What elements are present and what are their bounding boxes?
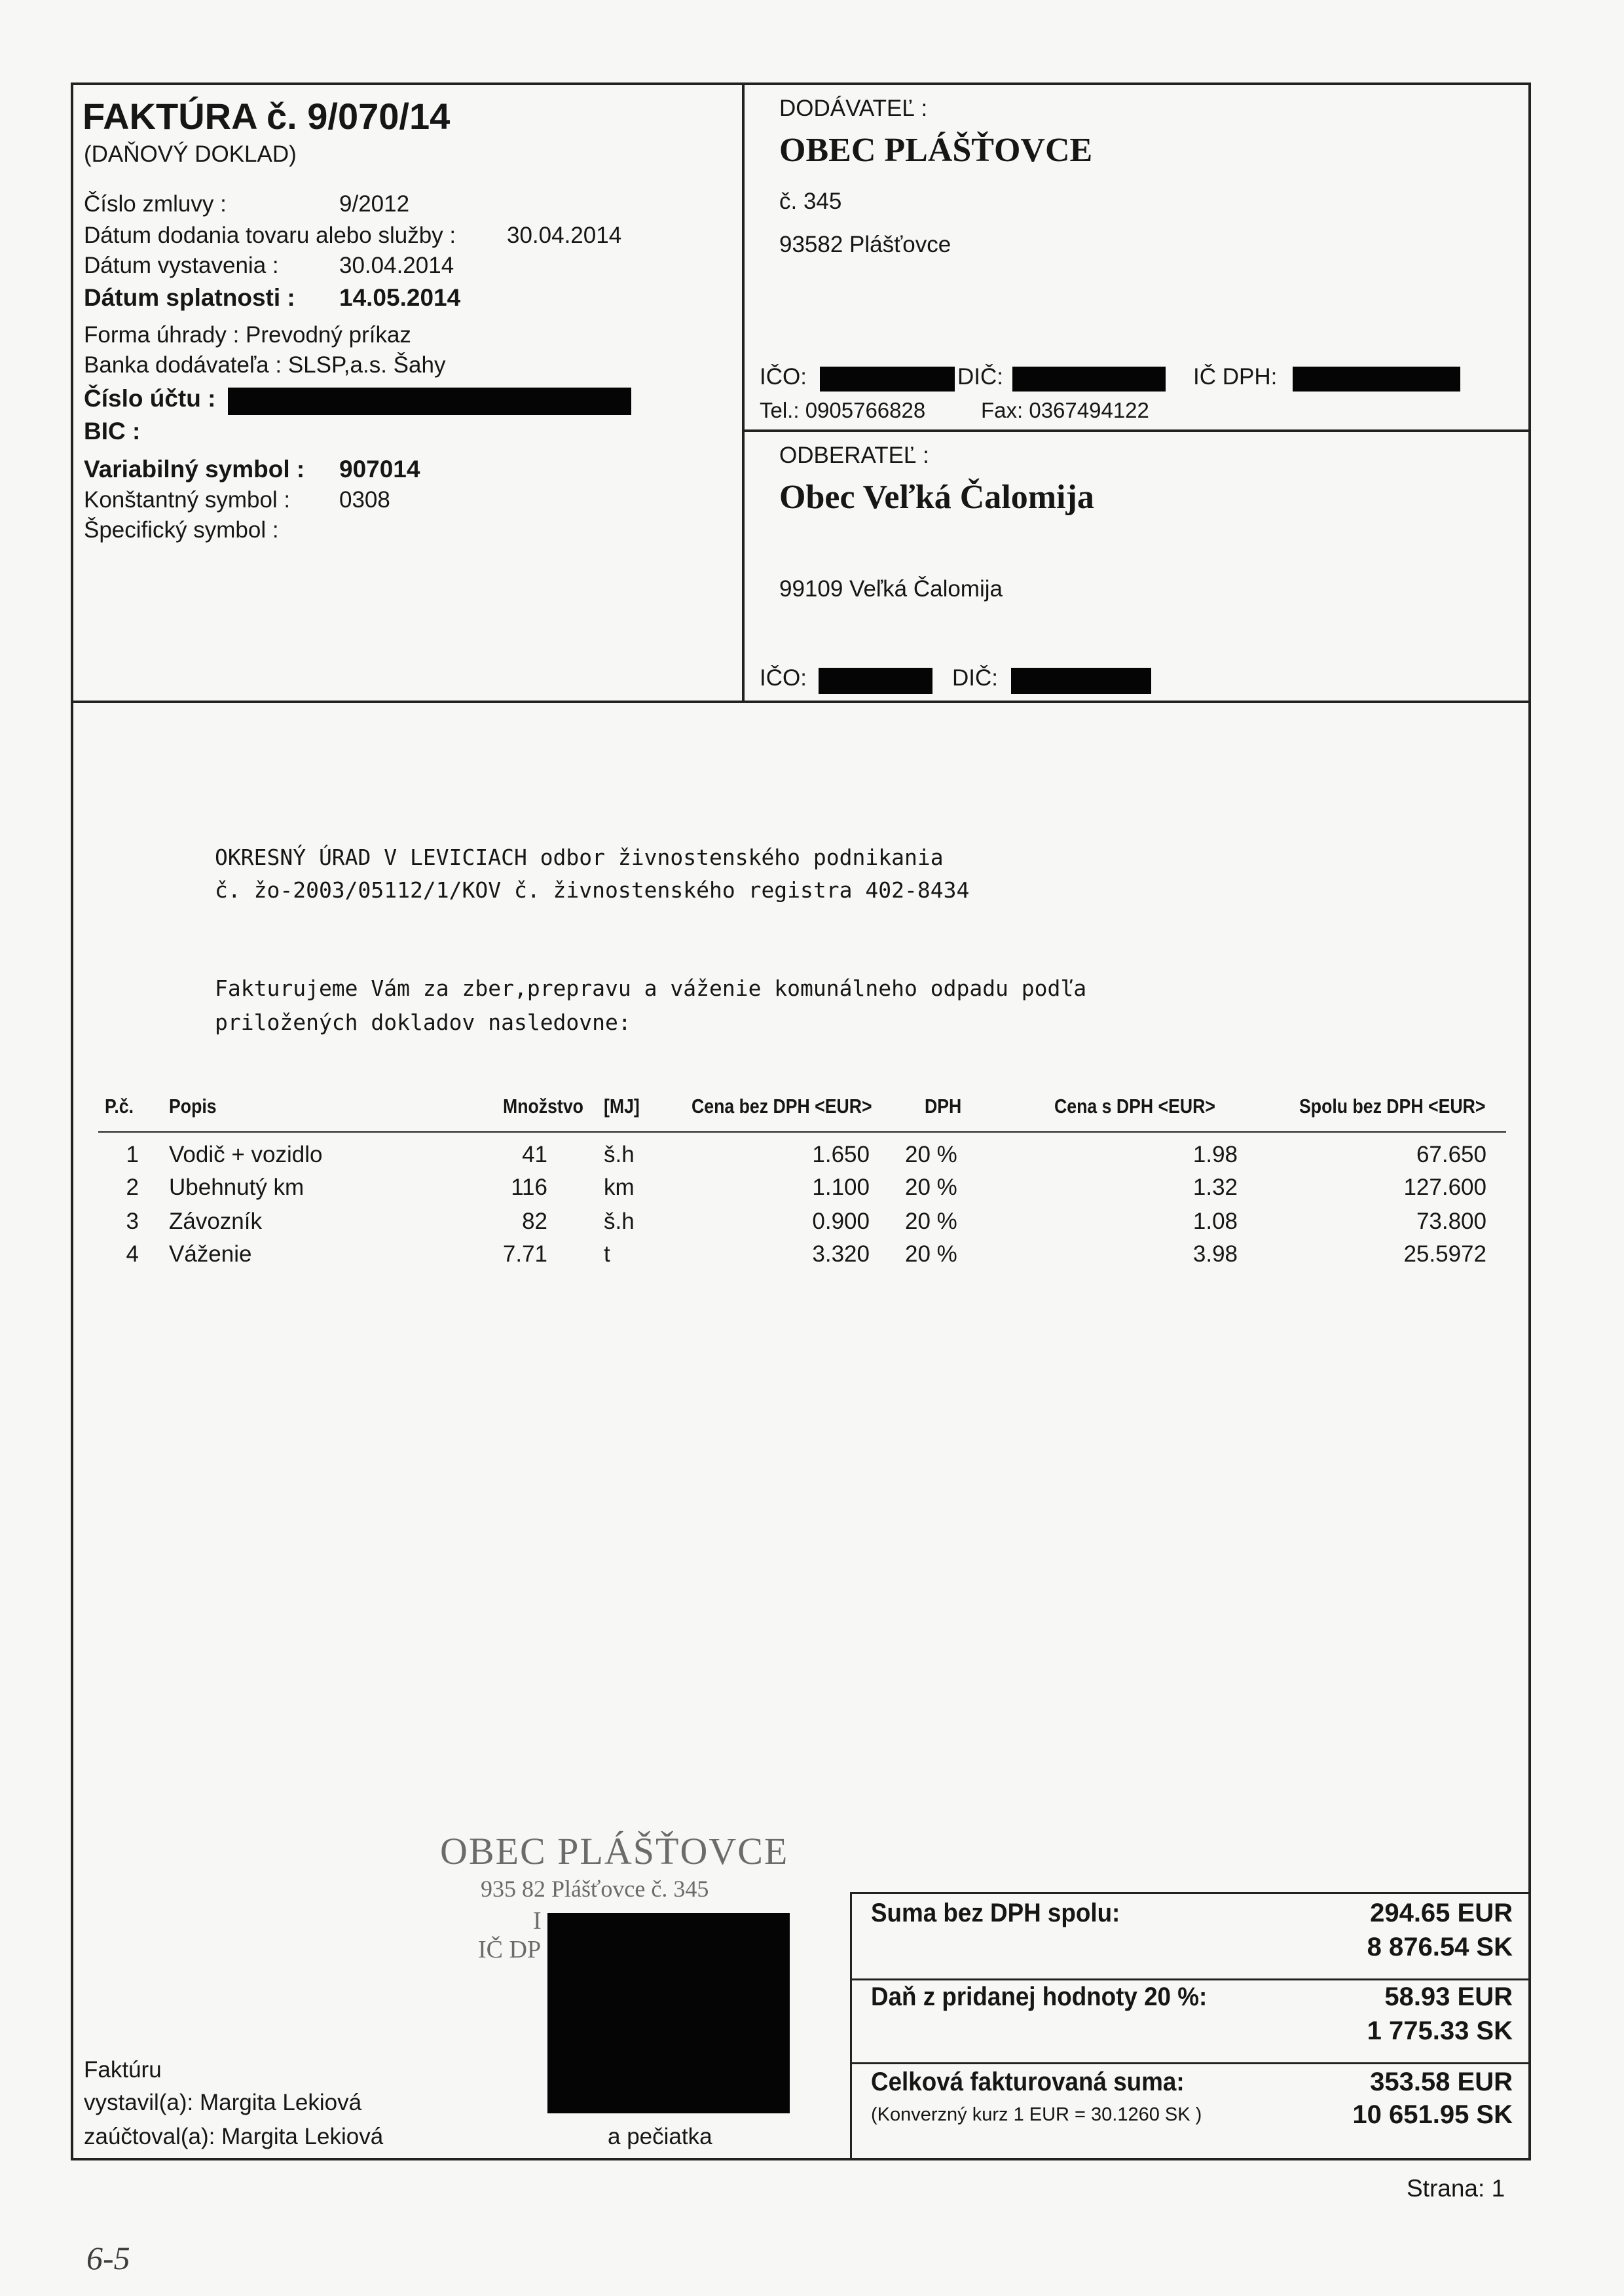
page-number: Strana: 1	[1407, 2175, 1505, 2202]
cell-cena-bez: 0.900	[812, 1209, 870, 1234]
cell-pc: 3	[126, 1209, 139, 1234]
redacted-customer-dic	[1011, 668, 1151, 694]
cell-pc: 1	[126, 1142, 139, 1167]
variable-symbol-label: Variabilný symbol :	[84, 456, 305, 483]
cell-dph: 20 %	[905, 1209, 957, 1234]
table-row	[0, 1142, 1624, 1175]
totals-box-left	[850, 1892, 852, 2158]
issued-value: 30.04.2014	[339, 253, 454, 278]
customer-heading: ODBERATEĽ :	[779, 443, 929, 468]
issued-by: vystavil(a): Margita Lekiová	[84, 2090, 362, 2115]
frame-top	[71, 82, 1531, 85]
intro-line-2: priložených dokladov nasledovne:	[215, 1010, 631, 1035]
supplier-tel: Tel.: 0905766828	[760, 398, 926, 422]
cell-cena-s: 3.98	[1192, 1241, 1238, 1267]
total-amount-sk: 10 651.95 SK	[1352, 2100, 1513, 2129]
supplier-street: č. 345	[779, 189, 842, 214]
customer-ico-label: IČO:	[760, 665, 807, 691]
redacted-supplier-ico	[820, 367, 955, 392]
registry-line-1: OKRESNÝ ÚRAD V LEVICIACH odbor živnostenského podnikania	[215, 845, 944, 870]
cell-pc: 4	[126, 1241, 139, 1267]
payment-method: Forma úhrady : Prevodný príkaz	[84, 322, 411, 348]
supplier-name: OBEC PLÁŠŤOVCE	[779, 132, 1093, 169]
customer-city: 99109 Veľká Čalomija	[779, 576, 1003, 602]
invoice-subtitle: (DAŇOVÝ DOKLAD)	[84, 141, 297, 167]
totals-rule-2	[850, 2062, 1530, 2064]
vertical-divider	[742, 82, 745, 702]
sum-without-vat-eur: 294.65 EUR	[1370, 1899, 1513, 1927]
cell-mnozstvo: 116	[511, 1175, 547, 1200]
sum-without-vat-label: Suma bez DPH spolu:	[871, 1899, 1120, 1927]
col-header-cena-s: Cena s DPH <EUR>	[1054, 1095, 1215, 1118]
cell-pc: 2	[126, 1175, 139, 1200]
cell-mnozstvo: 82	[522, 1209, 547, 1234]
signature-label: a pečiatka	[608, 2124, 712, 2149]
header-divider	[71, 701, 1531, 703]
totals-box-top	[850, 1892, 1530, 1894]
supplier-fax: Fax: 0367494122	[981, 398, 1149, 422]
booked-by: zaúčtoval(a): Margita Lekiová	[84, 2124, 384, 2149]
vat-label: Daň z pridanej hodnoty 20 %:	[871, 1982, 1208, 2011]
table-row	[0, 1241, 1624, 1274]
cell-cena-s: 1.98	[1192, 1142, 1238, 1167]
bic-label: BIC :	[84, 418, 141, 445]
cell-mj: š.h	[604, 1142, 635, 1167]
sum-without-vat-sk: 8 876.54 SK	[1367, 1933, 1513, 1961]
col-header-dph: DPH	[925, 1095, 962, 1118]
invoice-by-label: Faktúru	[84, 2057, 162, 2083]
cell-dph: 20 %	[905, 1142, 957, 1167]
cell-mj: km	[604, 1175, 635, 1200]
cell-mj: š.h	[604, 1209, 635, 1234]
stamp-line-4: IČ DP	[478, 1936, 542, 1963]
cell-mnozstvo: 7.71	[502, 1241, 547, 1267]
cell-popis: Váženie	[169, 1241, 252, 1267]
supplier-ico-label: IČO:	[760, 364, 807, 390]
col-header-pc: P.č.	[105, 1095, 134, 1118]
issued-label: Dátum vystavenia :	[84, 253, 279, 278]
frame-left	[71, 82, 73, 2160]
redacted-customer-ico	[819, 668, 932, 694]
cell-cena-s: 1.08	[1192, 1209, 1238, 1234]
cell-dph: 20 %	[905, 1175, 957, 1200]
table-row	[0, 1175, 1624, 1207]
cell-dph: 20 %	[905, 1241, 957, 1267]
due-value: 14.05.2014	[339, 284, 461, 311]
contract-value: 9/2012	[339, 191, 410, 217]
redacted-supplier-icdph	[1293, 367, 1460, 392]
variable-symbol-value: 907014	[339, 456, 420, 483]
cell-popis: Závozník	[169, 1209, 262, 1234]
cell-cena-bez: 3.320	[812, 1241, 870, 1267]
stamp-address: 935 82 Plášťovce č. 345	[481, 1876, 709, 1902]
cell-spolu: 127.600	[1403, 1175, 1486, 1200]
delivery-label: Dátum dodania tovaru alebo služby :	[84, 223, 456, 248]
total-amount-label: Celková fakturovaná suma:	[871, 2068, 1185, 2096]
constant-symbol-value: 0308	[339, 487, 390, 513]
supplier-bank: Banka dodávateľa : SLSP,a.s. Šahy	[84, 352, 446, 378]
account-label: Číslo účtu :	[84, 385, 216, 412]
frame-right	[1528, 82, 1531, 2160]
table-row	[0, 1209, 1624, 1241]
frame-bottom	[71, 2158, 1531, 2160]
cell-cena-s: 1.32	[1192, 1175, 1238, 1200]
col-header-mnozstvo: Množstvo	[503, 1095, 583, 1118]
vat-sk: 1 775.33 SK	[1367, 2016, 1513, 2045]
supplier-icdph-label: IČ DPH:	[1193, 364, 1278, 390]
specific-symbol-label: Špecifický symbol :	[84, 517, 279, 543]
stamp-name: OBEC PLÁŠŤOVCE	[440, 1830, 789, 1872]
cell-popis: Vodič + vozidlo	[169, 1142, 323, 1167]
supplier-heading: DODÁVATEĽ :	[779, 96, 928, 121]
col-header-popis: Popis	[169, 1095, 217, 1118]
delivery-value: 30.04.2014	[507, 223, 622, 248]
total-amount-eur: 353.58 EUR	[1370, 2068, 1513, 2096]
redacted-account-number	[228, 388, 631, 415]
cell-spolu: 73.800	[1416, 1209, 1486, 1234]
totals-rule-1	[850, 1978, 1530, 1980]
stamp-line-3: I	[533, 1907, 542, 1935]
vat-eur: 58.93 EUR	[1384, 1982, 1513, 2011]
cell-popis: Ubehnutý km	[169, 1175, 304, 1200]
table-header-rule	[98, 1131, 1506, 1133]
cell-spolu: 25.5972	[1403, 1241, 1486, 1267]
contract-label: Číslo zmluvy :	[84, 191, 227, 217]
invoice-title: FAKTÚRA č. 9/070/14	[83, 96, 451, 137]
cell-cena-bez: 1.650	[812, 1142, 870, 1167]
cell-mj: t	[604, 1241, 610, 1267]
col-header-mj: [MJ]	[604, 1095, 640, 1118]
redacted-stamp-details	[547, 1913, 790, 2113]
supplier-customer-divider	[742, 429, 1531, 432]
cell-spolu: 67.650	[1416, 1142, 1486, 1167]
redacted-supplier-dic	[1012, 367, 1166, 392]
constant-symbol-label: Konštantný symbol :	[84, 487, 291, 513]
conversion-rate-note: (Konverzný kurz 1 EUR = 30.1260 SK )	[871, 2104, 1202, 2125]
supplier-city: 93582 Plášťovce	[779, 232, 951, 257]
intro-line-1: Fakturujeme Vám za zber,prepravu a váženie komunálneho odpadu podľa	[215, 975, 1087, 1001]
customer-dic-label: DIČ:	[952, 665, 998, 691]
col-header-spolu: Spolu bez DPH <EUR>	[1299, 1095, 1486, 1118]
cell-mnozstvo: 41	[522, 1142, 547, 1167]
supplier-dic-label: DIČ:	[957, 364, 1003, 390]
handwritten-note: 6-5	[86, 2240, 130, 2276]
customer-name: Obec Veľká Čalomija	[779, 479, 1094, 516]
cell-cena-bez: 1.100	[812, 1175, 870, 1200]
col-header-cena-bez: Cena bez DPH <EUR>	[692, 1095, 872, 1118]
registry-line-2: č. žo-2003/05112/1/KOV č. živnostenského registra 402-8434	[215, 877, 970, 903]
due-label: Dátum splatnosti :	[84, 284, 295, 311]
